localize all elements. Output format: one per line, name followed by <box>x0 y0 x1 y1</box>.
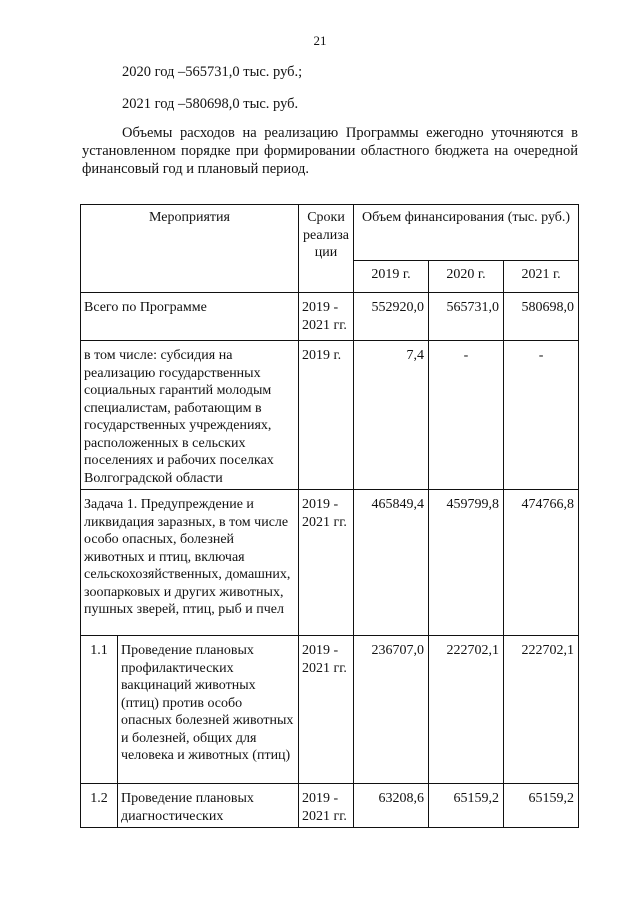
row-term: 2019 г. <box>299 341 354 490</box>
row-value-2021: 222702,1 <box>504 636 579 784</box>
row-value-2020: - <box>429 341 504 490</box>
budget-line-2021: 2021 год –580698,0 тыс. руб. <box>122 96 299 112</box>
row-number: 1.1 <box>81 636 118 784</box>
funding-paragraph: Объемы расходов на реализацию Программы ежегодно уточняются в установленном порядке при формировании областного бюджета на очередной финансовый год и плановый период. <box>82 125 578 177</box>
header-year-2020: 2020 г. <box>429 261 504 293</box>
page-number: 21 <box>313 33 327 48</box>
row-value-2020: 565731,0 <box>429 293 504 341</box>
header-year-2019: 2019 г. <box>354 261 429 293</box>
row-name: Задача 1. Предупреждение и ликвидация заразных, в том числе особо опасных, болезней животных и птиц, включая сельскохозяйственных, домашних, зоопарковых и других животных, пушных зверей, птиц, рыб и пчел <box>81 490 299 636</box>
row-value-2019: 7,4 <box>354 341 429 490</box>
row-term: 2019 - 2021 гг. <box>299 293 354 341</box>
header-terms: Сроки реализа ции <box>299 205 354 293</box>
row-name: Проведение плановых диагностических <box>118 784 299 828</box>
header-year-2021: 2021 г. <box>504 261 579 293</box>
row-term: 2019 - 2021 гг. <box>299 636 354 784</box>
row-value-2019: 236707,0 <box>354 636 429 784</box>
header-events: Мероприятия <box>81 205 299 293</box>
table-row <box>81 784 579 828</box>
funding-table <box>80 204 579 828</box>
row-name: Всего по Программе <box>81 293 299 341</box>
row-value-2021: 474766,8 <box>504 490 579 636</box>
row-value-2019: 552920,0 <box>354 293 429 341</box>
header-volume: Объем финансирования (тыс. руб.) <box>354 205 579 261</box>
row-value-2021: - <box>504 341 579 490</box>
table-row <box>81 341 579 490</box>
row-name: Проведение плановых профилактических вакцинаций животных (птиц) против особо опасных болезней животных и болезней, общих для человека и животных (птиц) <box>118 636 299 784</box>
row-number: 1.2 <box>81 784 118 828</box>
budget-line-2020: 2020 год –565731,0 тыс. руб.; <box>122 64 303 80</box>
table-row <box>81 636 579 784</box>
row-term: 2019 - 2021 гг. <box>299 784 354 828</box>
row-value-2019: 465849,4 <box>354 490 429 636</box>
row-value-2020: 222702,1 <box>429 636 504 784</box>
row-value-2021: 65159,2 <box>504 784 579 828</box>
row-value-2021: 580698,0 <box>504 293 579 341</box>
row-term: 2019 - 2021 гг. <box>299 490 354 636</box>
table-row <box>81 293 579 341</box>
row-value-2019: 63208,6 <box>354 784 429 828</box>
table-row <box>81 490 579 636</box>
row-value-2020: 459799,8 <box>429 490 504 636</box>
row-name: в том числе: субсидия на реализацию государственных социальных гарантий молодым специалистам, работающим в государственных учреждениях, расположенных в сельских поселениях и рабочих поселках Волгоградской области <box>81 341 299 490</box>
row-value-2020: 65159,2 <box>429 784 504 828</box>
